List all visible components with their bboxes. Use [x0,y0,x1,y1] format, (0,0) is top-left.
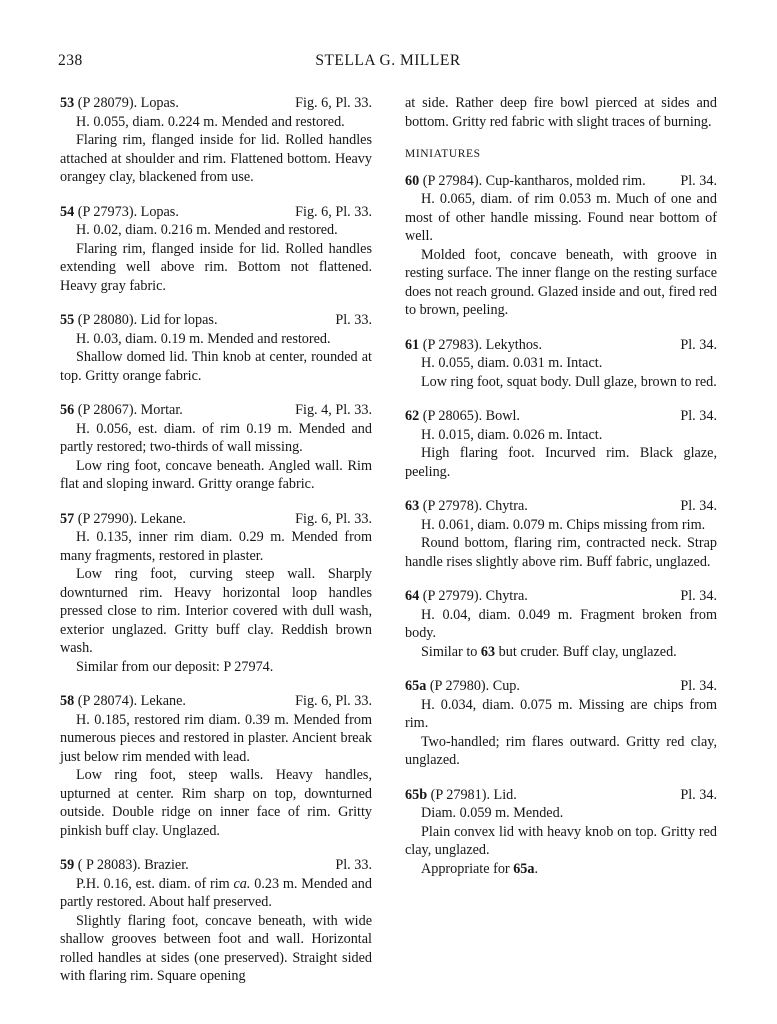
entry-inventory: (P 28079). Lopas. [77,95,179,111]
entry-heading [60,94,372,113]
entry-description: Low ring foot, steep walls. Heavy handles, upturned at center. Rim sharp on top, downturned outside. Double ridge on inner face of rim. Gritty pinkish buff clay. Unglazed. [60,767,372,839]
entry-inventory: (P 28067). Mortar. [77,402,183,418]
entry-figure-ref: Pl. 34. [680,498,717,514]
measure-circa: ca. [233,875,251,892]
catalog-entry-65a [405,677,717,770]
entry-description [405,643,717,662]
catalog-entry-53 [60,94,372,187]
entry-number: 59 [60,857,75,873]
entry-number: 53 [60,95,75,111]
note-text: Appropriate for [421,860,514,877]
desc-text: Similar to [421,643,481,660]
page-number: 238 [58,52,83,69]
entry-figure-ref: Fig. 6, Pl. 33. [295,203,372,220]
entry-figure-ref: Pl. 34. [680,678,717,694]
measure-text: P.H. 0.16, est. diam. of rim [76,875,234,892]
entry-figure-ref: Fig. 6, Pl. 33. [295,510,372,527]
entry-number: 65a [405,678,427,694]
entry-heading [405,497,717,516]
entry-description: Flaring rim, flanged inside for lid. Rolled handles attached at shoulder and rim. Flattened bottom. Heavy orangey clay, blackened from use. [60,132,372,185]
catalog-entry-54 [60,203,372,296]
entry-description: Slightly flaring foot, concave beneath, with wide shallow grooves between foot and wall. Horizontal rolled handles at sides (one preserved). Straight sided with flaring rim. Square opening [60,912,372,984]
entry-inventory: (P 28080). Lid for lopas. [77,312,218,328]
entry-measurements: H. 0.135, inner rim diam. 0.29 m. Mended from many fragments, restored in plaster. [60,529,372,564]
entry-description: Molded foot, concave beneath, with groove in resting surface. The inner flange on the resting surface does not reach ground. Glazed inside and out, fired red to brown, peeling. [405,246,717,318]
entry-heading [60,856,372,875]
entry-heading [405,407,717,426]
catalog-entry-65b [405,786,717,879]
note-text: . [534,860,539,877]
entry-description: Flaring rim, flanged inside for lid. Rolled handles extending well above rim. Bottom not flattened. Heavy gray fabric. [60,240,372,294]
entry-inventory: (P 27973). Lopas. [77,203,179,220]
entry-comparanda: Similar from our deposit: P 27974. [76,658,274,675]
entry-figure-ref: Fig. 4, Pl. 33. [295,402,372,418]
entry-heading [405,587,717,606]
entry-description: High flaring foot. Incurved rim. Black glaze, peeling. [405,445,717,480]
entry-inventory: (P 27981). Lid. [430,786,517,803]
catalog-entry-60 [405,172,717,320]
page-header [58,52,718,76]
catalog-entry-63 [405,497,717,571]
entry-inventory: (P 27984). Cup-kantharos, molded rim. [422,172,646,189]
entry-heading [405,172,717,191]
catalog-entry-64 [405,587,717,661]
entry-heading [60,311,372,330]
entry-figure-ref: Pl. 34. [680,786,717,803]
continuation-text [405,94,717,131]
entry-description: Low ring foot, concave beneath. Angled wall. Rim flat and sloping inward. Gritty orange fabric. [60,457,372,492]
catalog-entry-61 [405,336,717,392]
entry-measurements: H. 0.034, diam. 0.075 m. Missing are chips from rim. [405,696,717,731]
entry-heading [405,336,717,355]
entry-heading [405,786,717,805]
measure-text: 0.23 m. Mended and partly restored. About half preserved. [60,875,372,910]
entry-measurements: H. 0.056, est. diam. of rim 0.19 m. Mended and partly restored; two-thirds of wall missing. [60,420,372,455]
entry-inventory: (P 27978). Chytra. [422,498,528,514]
entry-number: 56 [60,402,75,418]
entry-measurements: H. 0.03, diam. 0.19 m. Mended and restored. [76,330,331,347]
entry-measurements: H. 0.061, diam. 0.079 m. Chips missing from rim. [421,516,706,533]
entry-measurements: H. 0.055, diam. 0.031 m. Intact. [421,355,603,371]
entry-heading [60,203,372,222]
entry-figure-ref: Pl. 34. [680,172,717,189]
entry-number: 58 [60,693,75,709]
entry-measurements: H. 0.02, diam. 0.216 m. Mended and restored. [76,222,338,238]
entry-measurements [60,875,372,912]
entry-number: 64 [405,588,420,604]
catalog-entry-56 [60,401,372,494]
catalog-entry-62 [405,407,717,481]
entry-measurements: H. 0.055, diam. 0.224 m. Mended and restored. [76,113,345,130]
entry-number: 60 [405,172,420,189]
entry-figure-ref: Pl. 33. [335,857,372,873]
catalog-entry-57 [60,510,372,677]
entry-measurements: H. 0.185, restored rim diam. 0.39 m. Mended from numerous pieces and restored in plaster. Ancient break just below rim mended with lead. [60,711,372,765]
entry-figure-ref: Pl. 34. [680,336,717,353]
entry-measurements: Diam. 0.059 m. Mended. [421,805,564,821]
entry-inventory: ( P 28083). Brazier. [77,857,189,873]
entry-figure-ref: Pl. 34. [680,588,717,604]
entry-heading [60,510,372,529]
entry-figure-ref: Fig. 6, Pl. 33. [295,95,372,111]
cross-reference: 63 [480,643,496,660]
continued-description: at side. Rather deep fire bowl pierced at sides and bottom. Gritty red fabric with slight traces of burning. [405,95,717,130]
entry-description: Shallow domed lid. Thin knob at center, rounded at top. Gritty orange fabric. [60,349,372,384]
right-column [405,94,717,894]
entry-measurements: H. 0.015, diam. 0.026 m. Intact. [421,426,603,443]
entry-description: Low ring foot, curving steep wall. Sharply downturned rim. Heavy horizontal loop handles pressed close to rim. Interior covered with dull wash, exterior unglazed. Gritty buff clay. Reddish brown wash. [60,566,372,656]
entry-figure-ref: Pl. 34. [680,408,717,424]
left-column [60,94,372,1002]
entry-number: 63 [405,498,420,514]
catalog-entry-59 [60,856,372,986]
entry-number: 57 [60,510,75,527]
entry-description: Low ring foot, squat body. Dull glaze, brown to red. [421,373,717,390]
running-head: STELLA G. MILLER [315,52,461,69]
catalog-entry-58 [60,692,372,840]
entry-inventory: (P 27983). Lekythos. [422,336,543,353]
entry-number: 61 [405,336,420,353]
catalog-entry-55 [60,311,372,385]
entry-number: 55 [60,312,75,328]
entry-inventory: (P 28074). Lekane. [77,693,186,709]
entry-inventory: (P 27980). Cup. [429,678,520,694]
entry-number: 62 [405,408,420,424]
entry-measurements: H. 0.04, diam. 0.049 m. Fragment broken from body. [405,606,717,641]
entry-description: Plain convex lid with heavy knob on top. Gritty red clay, unglazed. [405,823,717,858]
entry-number: 54 [60,203,75,220]
entry-figure-ref: Pl. 33. [335,312,372,328]
entry-heading [60,692,372,711]
entry-description: Two-handled; rim flares outward. Gritty red clay, unglazed. [405,733,717,768]
entry-description: Round bottom, flaring rim, contracted neck. Strap handle rises slightly above rim. Buff fabric, unglazed. [405,535,717,570]
entry-measurements: H. 0.065, diam. of rim 0.053 m. Much of one and most of other handle missing. Found near bottom of well. [405,191,717,244]
cross-reference: 65a [513,860,535,877]
entry-figure-ref: Fig. 6, Pl. 33. [295,693,372,709]
desc-text: but cruder. Buff clay, unglazed. [495,643,677,660]
entry-inventory: (P 28065). Bowl. [422,408,520,424]
section-heading: MINIATURES [405,148,481,160]
entry-heading [405,677,717,696]
entry-inventory: (P 27979). Chytra. [422,588,528,604]
entry-heading [60,401,372,420]
entry-number: 65b [405,786,428,803]
entry-inventory: (P 27990). Lekane. [77,510,186,527]
entry-note [405,860,717,879]
